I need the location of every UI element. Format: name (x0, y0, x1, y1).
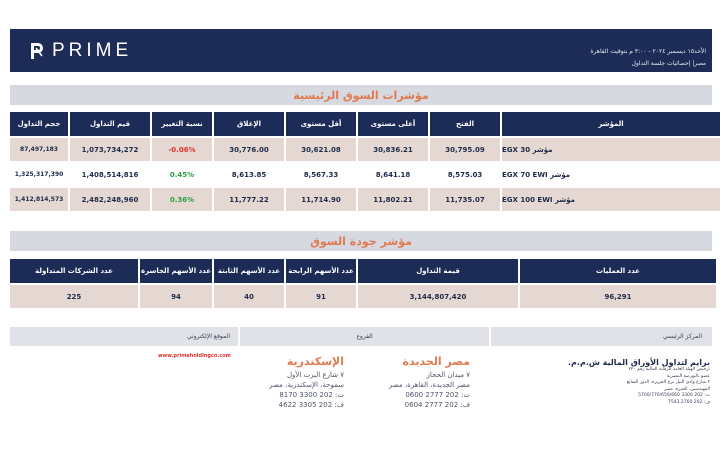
branch-phone: ت: 202 3300 8170 (279, 391, 344, 399)
table-cell-open: 30,795.09 (430, 138, 500, 161)
breadth-traded-value: 3,144,807,420 (358, 285, 518, 308)
col-high: أعلى مستوى (358, 112, 428, 136)
branch-line: ٧ شارع البرت الأول (286, 371, 344, 379)
branch-line: سموحة، الإسكندرية، مصر (269, 381, 344, 389)
breadth-table (10, 259, 712, 308)
website-link[interactable]: www.primeholdingco.com (158, 353, 231, 359)
table-cell-low: 8,567.33 (286, 163, 356, 186)
branch-fax: ف: 202 3305 4622 (278, 401, 344, 409)
hq-company-name: برايم لتداول الأوراق المالية ش.م.م. (568, 358, 710, 367)
table-cell-index: مؤشر EGX 30 (502, 138, 720, 161)
table-cell-close: 11,777.22 (214, 188, 284, 211)
prime-logo (30, 40, 132, 62)
brand-name: PRIME (52, 40, 133, 61)
branch-alexandria (234, 355, 344, 410)
breadth-unchanged: 40 (214, 285, 284, 308)
table-cell-open: 11,735.07 (430, 188, 500, 211)
table-cell-value: 1,408,514,816 (70, 163, 150, 186)
table-cell-high: 8,641.18 (358, 163, 428, 186)
col-value: قيم التداول (70, 112, 150, 136)
table-cell-low: 30,621.08 (286, 138, 356, 161)
table-cell-index: مؤشر EGX 100 EWI (502, 188, 720, 211)
breadth-traded-companies: 225 (10, 285, 138, 308)
table-cell-low: 11,714.90 (286, 188, 356, 211)
main-indices-band (10, 85, 712, 105)
col-traded-value: قيمة التداول (358, 259, 518, 283)
main-indices-title: مؤشرات السوق الرئيسية (293, 88, 429, 102)
col-change: نسبة التغيير (152, 112, 212, 136)
branch-line: ٧ ميدان الحجاز (426, 371, 470, 379)
col-traded-companies: عدد الشركات المتداولة (10, 259, 138, 283)
branches-header: الفروع (240, 327, 489, 346)
hq-line: ف: 202 2760 7543 (668, 399, 710, 405)
website-header: الموقع الإلكتروني (10, 327, 238, 346)
table-cell-change: 0.36% (152, 188, 212, 211)
hq-line: ت: 202 3300 5700/770/650/660 (638, 393, 710, 398)
table-cell-volume: 1,325,317,390 (10, 163, 68, 186)
col-unchanged: عدد الأسهم الثابتة (214, 259, 284, 283)
branch-name: الإسكندرية (286, 355, 344, 368)
table-cell-close: 8,613.85 (214, 163, 284, 186)
branch-line: مصر الجديدة، القاهرة، مصر (388, 381, 470, 389)
hq-line: ترخيص الهيئة العامة للرقابة المالية رقم ٢٢٠ (628, 367, 710, 372)
branch-fax: ف: 202 2777 0604 (404, 401, 470, 409)
table-cell-index: مؤشر EGX 70 EWI (502, 163, 720, 186)
breadth-gainers: 91 (286, 285, 356, 308)
breadth-losers: 94 (140, 285, 212, 308)
table-cell-change: 0.45% (152, 163, 212, 186)
branch-name: مصر الجديدة (402, 355, 470, 368)
table-cell-volume: 1,412,814,573 (10, 188, 68, 211)
breadth-band (10, 231, 712, 251)
table-cell-high: 30,836.21 (358, 138, 428, 161)
report-subtitle: مصر| إحصائيات جلسة التداول (631, 60, 706, 67)
col-transactions: عدد العمليات (520, 259, 716, 283)
col-index: المؤشر (502, 112, 720, 136)
table-cell-value: 2,482,248,960 (70, 188, 150, 211)
hq-line: عضو بالبورصة المصرية (666, 373, 710, 379)
report-header (10, 29, 712, 72)
table-cell-close: 30,776.00 (214, 138, 284, 161)
table-cell-value: 1,073,734,272 (70, 138, 150, 161)
col-losers: عدد الأسهم الخاسرة (140, 259, 212, 283)
hq-header: المركز الرئيسي (491, 327, 712, 346)
col-gainers: عدد الأسهم الرابحة (286, 259, 356, 283)
table-cell-volume: 87,497,183 (10, 138, 68, 161)
prime-logo-icon (30, 42, 44, 60)
breadth-title: مؤشر جودة السوق (310, 234, 412, 248)
breadth-transactions: 96,291 (520, 285, 716, 308)
table-cell-open: 8,575.03 (430, 163, 500, 186)
hq-line: المهندسين، الجيزة، مصر (664, 386, 710, 392)
hq-address (500, 358, 710, 406)
branch-phone: ت: 202 2777 0600 (405, 391, 470, 399)
main-indices-table (10, 112, 712, 211)
col-low: أقل مستوى (286, 112, 356, 136)
col-close: الإغلاق (214, 112, 284, 136)
branch-heliopolis (350, 355, 470, 410)
hq-line: ٢ شارع وادي النيل برج الجزيرة، الدور السابع (626, 380, 710, 385)
col-volume: حجم التداول (10, 112, 68, 136)
table-cell-high: 11,802.21 (358, 188, 428, 211)
report-date: الأحد١٥ ديسمبر ٢٠٢٤ - ٣:٠٠ م بتوقيت القاهرة (590, 48, 706, 55)
table-cell-change: -0.06% (152, 138, 212, 161)
col-open: الفتح (430, 112, 500, 136)
